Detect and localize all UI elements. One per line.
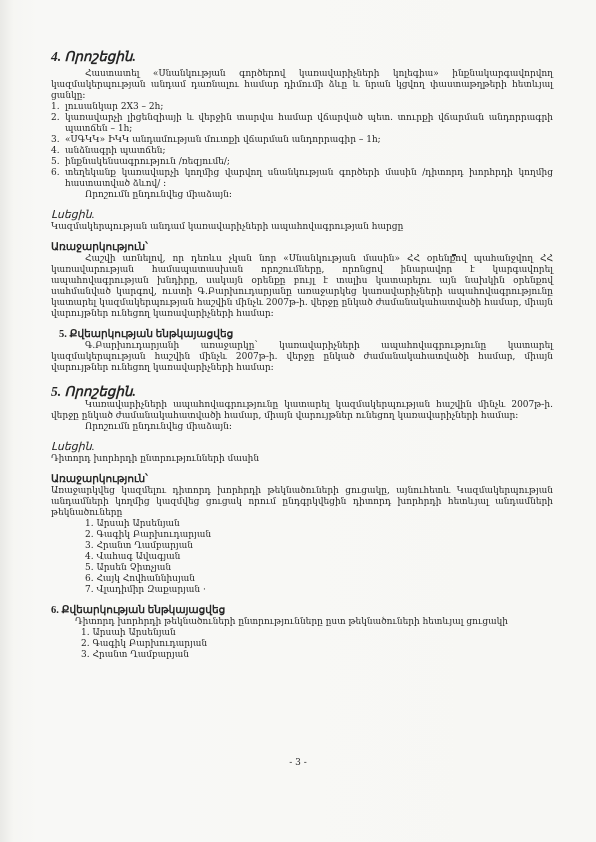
- document-body: [51, 49, 553, 661]
- list-item: 2. Գագիկ Բարխուդարյան: [85, 530, 212, 540]
- section-5-decision: Որոշումն ընդունվեց միաձայն։: [85, 422, 232, 432]
- listened-label: Լսեցին.: [51, 209, 95, 221]
- list-item: 3. «ՍԳԿԿ» ԻԿԿ անդամության մուտքի վճարման անդորրագիր – 1հ;: [51, 135, 381, 145]
- proposal-text: Հաշվի առնելով, որ դեռևս չկան նոր «Սնանկության մասին» ՀՀ օրենքով պահանջվող ՀՀ կառավարության համապատասխան որոշումները, որոնցով ինարավոր է կարգավորել ապահովագրության խնդիրը, սակայն օրենքը բույլ է տալիս կատարելու այն նախկին օրենքով սահմանված կարգով, ուստի Գ.Բարխուդարյանը առաջարկեց կառավարիչների ապահովագրությունը կատարել կազմակերպության հաշվին մինչև 2007թ-ի. վերջը ընկած ժամանակահատվածի համար, միայն վարույթներ ունեցող կառավարիչների համար։: [51, 254, 553, 319]
- section-5-text: Կառավարիչների ապահովագրությունը կատարել կազմակերպության հաշվին մինչև 2007թ-ի. վերջը ընկած ժամանակահատվածի համար, միայն վարույթներ ունեցող կառավարիչների համար։: [51, 400, 553, 421]
- section-4-decision: Որոշումն ընդունվեց միաձայն։: [85, 190, 232, 200]
- list-item: 2. կառավարչի լիցենզիայի և վերջին տարվա համար վճարված պետ. տուրքի վճարման անդորրագրի պատճեն – 1հ;: [51, 113, 553, 134]
- documents-list: [51, 102, 553, 190]
- listened-label-2: Լսեցին.: [51, 441, 95, 453]
- proposal-text-2: Առաջարկվեց կազմելու դիտորդ խորհրդի թեկնածուների ցուցակը, այնուհետև Կազմակերպության անդամների կողմից կազմվեց ցուցակ որում ընդգրկվեցին դիտորդ խորհրդի հետևյալ անդամների թեկնածուները: [51, 486, 553, 518]
- vote-5-label: 5. Քվեարկության ենթկայացվեց: [59, 329, 234, 340]
- list-item: 5. Արսեն Չիտչյան: [85, 563, 172, 573]
- list-item: 4. Վահագ Ավագյան: [85, 552, 181, 562]
- listened-text: Կազմակերպության անդամ կառավարիչների ապահովագրության հարցը: [51, 222, 404, 232]
- list-item: 1. Արսաի Արսենյան: [85, 519, 180, 529]
- vote-6-text: Դիտորդ խորհրդի թեկնածուների ընտրությունները ըստ թեկնածուների հետևյալ ցուցակի: [75, 617, 509, 627]
- list-item: 2. Գագիկ Բարխուդարյան: [81, 639, 208, 649]
- proposal-label: Առաջարկություն՝: [51, 242, 148, 253]
- list-item: 3. Հրանտ Ղամբարյան: [85, 541, 193, 551]
- vote-6-label: 6. Քվեարկության ենթկայացվեց: [51, 605, 226, 616]
- section-4-heading: 4. Որոշեցին.: [51, 49, 136, 64]
- listened-text-2: Դիտորդ խորհրդի ընտրությունների մասին: [51, 454, 260, 464]
- list-item: 3. Հրանտ Ղամբարյան: [81, 650, 189, 660]
- vote-5-text: Գ.Բարխուդարյանի առաջարկը՝ կառավարիչների ապահովագրությունը կատարել կազմակերպության հաշվին մինչև 2007թ-ի. վերջը ընկած ժամանակահատվածի համար, միայն վարույթներ ունեցող կառավարիչների համար։: [51, 341, 553, 373]
- proposal-label-2: Առաջարկություն՝: [51, 474, 148, 485]
- list-item: 4. անձնագրի պատճեն;: [51, 146, 166, 156]
- list-item: 1. Արսաի Արսենյան: [81, 628, 176, 638]
- list-item: 6. տեղեկանք կառավարչի կողմից վարվող սնանկության գործերի մասին /դիտորդ խորհրդի կողմից հաստատված ձևով/ ։: [51, 168, 553, 189]
- list-item: 5. ինքնակենսագրություն /ռեզյումե/;: [51, 157, 230, 167]
- vote-6-list: [51, 628, 553, 661]
- list-item: 1. լուսանկար 2X3 – 2հ;: [51, 102, 164, 112]
- candidates-list: [51, 519, 553, 596]
- list-item: 6. Հայկ Հովհաննիսյան: [85, 574, 195, 584]
- page-number: - 3 -: [289, 758, 307, 768]
- section-4-intro: Հաստատել «Սնանկության գործերով կառավարիչների կոլեգիա» ինքնակարգավորվող կազմակերպության անդամ դառնալու համար դիմումի ձևը և նրան կցվող փաստաթղթերի հետևյալ ցանկը։: [51, 69, 553, 101]
- section-5-heading: 5. Որոշեցին.: [51, 384, 136, 399]
- list-item: 7. Վլադիմիր Զաքարյան ·: [85, 585, 206, 595]
